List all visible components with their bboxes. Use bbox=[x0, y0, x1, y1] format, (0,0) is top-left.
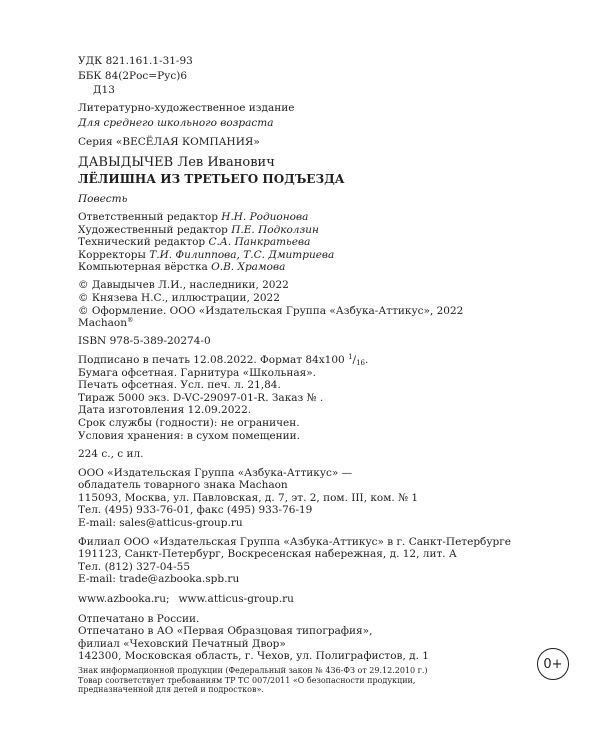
legal-note: Знак информационной продукции (Федеральный закон № 436-ФЗ от 29.12.2010 г.) bbox=[78, 666, 428, 675]
author-name: ДАВЫДЫЧЕВ Лев Иванович bbox=[78, 154, 275, 170]
credit-role: Технический редактор bbox=[78, 236, 206, 249]
copyright-line: © Оформление. ООО «Издательская Группа «Азбука-Аттикус», 2022 bbox=[78, 304, 464, 317]
signed-text: Подписано в печать 12.08.2022. Формат 84х100 bbox=[78, 353, 349, 366]
credit-role: Ответственный редактор bbox=[78, 211, 218, 223]
printing-block bbox=[78, 613, 548, 663]
bbk-code: ББК 84(2Рос=Рус)6 bbox=[78, 69, 187, 82]
printing-address: 142300, Московская область, г. Чехов, ул. Полиграфистов, д. 1 bbox=[78, 650, 429, 663]
print-detail-line: Печать офсетная. Усл. печ. л. 21,84. bbox=[78, 379, 281, 392]
publisher-email: E-mail: sales@atticus-group.ru bbox=[78, 517, 243, 530]
heading-block bbox=[78, 154, 548, 188]
trademark-name: Machaon bbox=[78, 317, 127, 330]
branch-block bbox=[78, 536, 548, 586]
page-count: 224 с., с ил. bbox=[78, 448, 144, 461]
isbn: ISBN 978-5-389-20274-0 bbox=[78, 335, 211, 348]
registered-mark: ® bbox=[127, 316, 134, 325]
print-detail-line: Условия хранения: в сухом помещении. bbox=[78, 429, 301, 442]
credit-line bbox=[78, 224, 548, 237]
credits-block bbox=[78, 211, 548, 274]
legal-note: предназначенной для детей и подростков». bbox=[78, 685, 264, 694]
book-title: ЛЁЛИШНА ИЗ ТРЕТЬЕГО ПОДЪЕЗДА bbox=[78, 171, 345, 186]
copyright-line: © Князева Н.С., иллюстрации, 2022 bbox=[78, 292, 280, 305]
print-detail-line: Тираж 5000 экз. D-VC-29097-01-R. Заказ № . bbox=[78, 391, 324, 404]
classification-block bbox=[78, 54, 548, 98]
copyright-line: © Давыдычев Л.И., наследники, 2022 bbox=[78, 279, 289, 292]
edition-audience: Для среднего школьного возраста bbox=[78, 116, 274, 129]
branch-address: 191123, Санкт-Петербург, Воскресенская набережная, д. 12, лит. А bbox=[78, 548, 457, 561]
imprint-content bbox=[78, 54, 548, 695]
format-fraction-numerator: 1 bbox=[348, 352, 353, 361]
print-details-block bbox=[78, 354, 548, 442]
series-name: Серия «ВЕСЁЛАЯ КОМПАНИЯ» bbox=[78, 136, 260, 148]
publisher-block bbox=[78, 467, 548, 530]
credit-name: П.Е. Подколзин bbox=[231, 223, 319, 236]
website-atticus: www.atticus-group.ru bbox=[178, 593, 294, 606]
age-rating-badge bbox=[537, 648, 569, 680]
credit-name: Т.И. Филиппова, Т.С. Дмитриева bbox=[149, 248, 335, 261]
credit-line bbox=[78, 261, 548, 274]
website-azbooka: www.azbooka.ru; bbox=[78, 593, 170, 606]
format-fraction-denominator: 16 bbox=[356, 358, 365, 367]
print-detail-line: Срок службы (годности): не ограничен. bbox=[78, 416, 300, 429]
print-detail-line: Бумага офсетная. Гарнитура «Школьная». bbox=[78, 366, 316, 379]
credit-name: Н.Н. Родионова bbox=[221, 211, 309, 223]
genre: Повесть bbox=[78, 192, 128, 205]
credit-role: Компьютерная вёрстка bbox=[78, 261, 208, 274]
credit-line bbox=[78, 249, 548, 262]
author-mark: Д13 bbox=[93, 84, 115, 96]
websites-line bbox=[78, 593, 548, 606]
publisher-line: обладатель товарного знака Machaon bbox=[78, 479, 288, 492]
credit-role: Корректоры bbox=[78, 248, 146, 261]
branch-phone: Тел. (812) 327-04-55 bbox=[78, 560, 190, 573]
legal-notes-block bbox=[78, 666, 548, 695]
udk-code: УДК 821.161.1-31-93 bbox=[78, 55, 193, 67]
signed-end: . bbox=[365, 353, 369, 366]
publisher-address: 115093, Москва, ул. Павловская, д. 7, эт. 2, пом. III, ком. № 1 bbox=[78, 491, 419, 504]
legal-note: Товар соответствует требованиям ТР ТС 007/2011 «О безопасности продукции, bbox=[78, 675, 416, 685]
credit-name: С.А. Панкратьева bbox=[208, 236, 311, 249]
copyright-block bbox=[78, 279, 548, 329]
signed-for-print-line bbox=[78, 354, 548, 367]
trademark-line bbox=[78, 317, 548, 330]
branch-email: E-mail: trade@azbooka.spb.ru bbox=[78, 573, 240, 586]
branch-line: Филиал ООО «Издательская Группа «Азбука-Аттикус» в г. Санкт-Петербурге bbox=[78, 535, 511, 548]
credit-name: О.В. Храмова bbox=[211, 261, 286, 274]
credit-role: Художественный редактор bbox=[78, 223, 228, 236]
printing-line: филиал «Чеховский Печатный Двор» bbox=[78, 637, 286, 650]
credit-line bbox=[78, 236, 548, 249]
publisher-phone: Тел. (495) 933-76-01, факс (495) 933-76-19 bbox=[78, 504, 313, 517]
printing-line: Отпечатано в АО «Первая Образцовая типография», bbox=[78, 625, 373, 638]
printing-line: Отпечатано в России. bbox=[78, 612, 200, 625]
format-fraction-separator: / bbox=[352, 353, 357, 366]
publisher-line: ООО «Издательская Группа «Азбука-Аттикус» — bbox=[78, 466, 353, 479]
age-rating-text: 0+ bbox=[543, 656, 563, 672]
edition-block bbox=[78, 101, 548, 130]
edition-type: Литературно-художественное издание bbox=[78, 102, 295, 114]
print-detail-line: Дата изготовления 12.09.2022. bbox=[78, 404, 252, 417]
credit-line bbox=[78, 211, 548, 224]
